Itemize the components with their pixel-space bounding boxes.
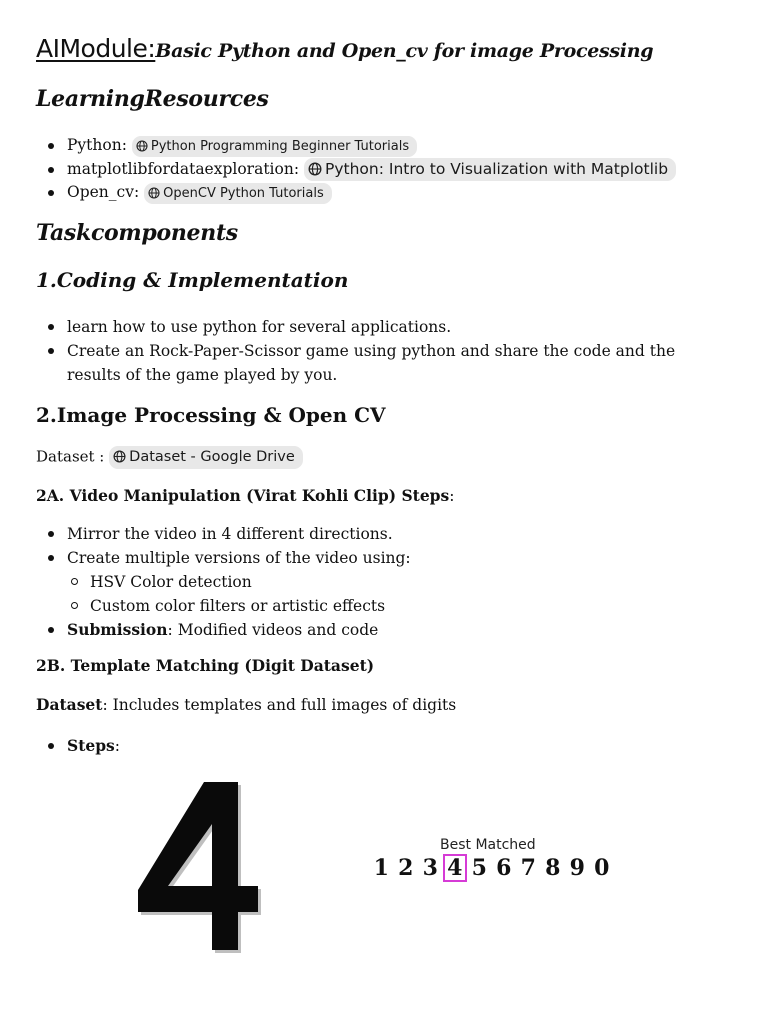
dataset-link-text[interactable]: Dataset - Google Drive — [129, 449, 295, 465]
part-b-dataset — [36, 695, 456, 714]
digit: 1 — [373, 855, 389, 881]
list-item — [36, 618, 411, 642]
digit: 8 — [545, 855, 561, 881]
resource-label: Python: — [67, 136, 127, 154]
part-a-heading — [36, 486, 454, 505]
digit: 7 — [520, 855, 536, 881]
matched-digit: 4 — [443, 854, 468, 882]
learning-resources-list — [36, 134, 676, 205]
globe-icon — [308, 162, 322, 176]
section1-list — [36, 315, 675, 387]
dataset-label: Dataset : — [36, 447, 105, 466]
digit: 2 — [398, 855, 414, 881]
list-item — [36, 158, 676, 182]
section1-heading: 1.Coding & Implementation — [36, 268, 349, 292]
digit: 6 — [496, 855, 512, 881]
part-b-dataset-label: Dataset — [36, 695, 103, 714]
resource-link-chip[interactable] — [132, 136, 417, 157]
list-item — [36, 546, 411, 570]
resource-link-text[interactable]: Python: Intro to Visualization with Matplotlib — [325, 160, 669, 178]
template-digit-image — [134, 778, 264, 953]
section2-heading: 2.Image Processing & Open CV — [36, 403, 386, 427]
submission-label: Submission — [67, 620, 168, 639]
digit: 9 — [569, 855, 585, 881]
sub-list-item — [36, 594, 411, 618]
list-item-text: results of the game played by you. — [67, 366, 338, 384]
part-b-heading — [36, 656, 374, 675]
list-item — [36, 315, 675, 339]
list-item — [36, 522, 411, 546]
list-item-text: learn how to use python for several applications. — [67, 318, 452, 336]
globe-icon — [148, 187, 160, 199]
list-item — [36, 134, 676, 158]
list-item-text: Mirror the video in 4 different directions. — [67, 525, 393, 543]
title-main: AIModule: — [36, 34, 156, 63]
part-b-dataset-text: : Includes templates and full images of digits — [102, 696, 457, 714]
resource-label: matplotlibfordataexploration: — [67, 159, 300, 178]
resource-link-chip[interactable] — [144, 183, 332, 204]
steps-suffix: : — [114, 737, 121, 755]
dataset-line — [36, 446, 303, 469]
digit-row — [369, 854, 614, 882]
resource-link-text[interactable]: Python Programming Beginner Tutorials — [150, 138, 410, 154]
digit: 0 — [594, 855, 610, 881]
part-a-heading-suffix: : — [449, 487, 455, 505]
list-item-text: HSV Color detection — [90, 573, 252, 591]
globe-icon — [113, 450, 126, 463]
dataset-link-chip[interactable] — [109, 446, 303, 469]
resource-link-text[interactable]: OpenCV Python Tutorials — [163, 185, 324, 201]
task-components-heading: Taskcomponents — [36, 220, 238, 246]
list-item-text: Custom color filters or artistic effects — [90, 597, 386, 615]
list-item — [36, 339, 675, 387]
globe-icon — [136, 140, 148, 152]
resource-label: Open_cv: — [67, 183, 140, 201]
learning-resources-heading: LearningResources — [36, 86, 269, 112]
resource-link-chip[interactable] — [304, 158, 676, 181]
list-item — [36, 734, 120, 758]
part-b-list — [36, 734, 120, 758]
submission-text: : Modified videos and code — [167, 621, 379, 639]
list-item — [36, 181, 676, 205]
title-subtitle: Basic Python and Open_cv for image Processing — [155, 40, 654, 62]
template-matching-figure — [36, 778, 736, 958]
digit: 3 — [422, 855, 438, 881]
document-title — [36, 34, 653, 63]
sub-list-item — [36, 570, 411, 594]
list-item-text: Create multiple versions of the video using: — [67, 549, 411, 567]
part-a-heading-bold: 2A. Video Manipulation (Virat Kohli Clip) Steps — [36, 486, 450, 505]
digit: 5 — [471, 855, 487, 881]
list-item-text: Create an Rock-Paper-Scissor game using python and share the code and the — [67, 342, 676, 360]
best-matched-label: Best Matched — [440, 837, 536, 853]
template-digit: 4 — [134, 778, 135, 779]
part-b-heading-bold: 2B. Template Matching (Digit Dataset) — [36, 656, 375, 675]
part-a-list — [36, 522, 411, 642]
steps-label: Steps — [67, 736, 115, 755]
